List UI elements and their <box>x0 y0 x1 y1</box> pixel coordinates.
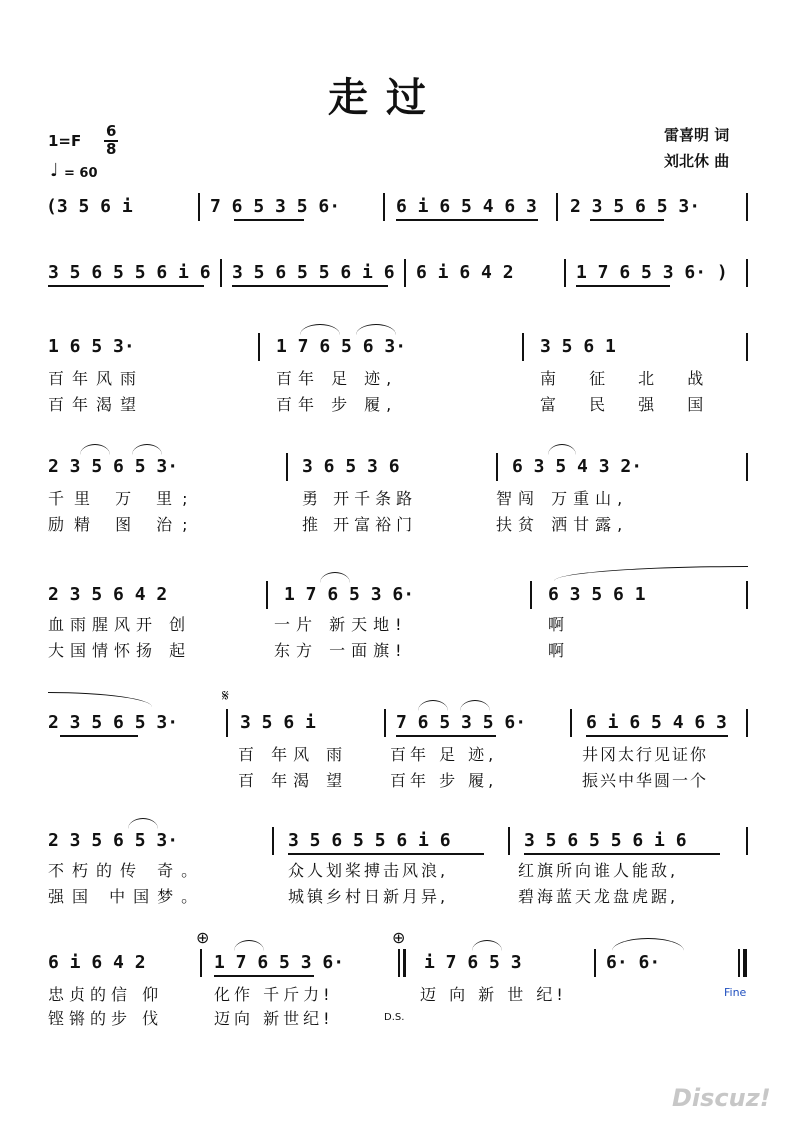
lyrics-verse-1: 血雨腥风开 创 <box>48 615 192 634</box>
barline <box>496 453 498 481</box>
measure-notes: 3 5 6 1 <box>540 336 616 357</box>
measure-notes: 3 5 6 5 5 6 i 6 <box>288 830 451 851</box>
slur <box>460 700 490 711</box>
barline <box>746 453 748 481</box>
underline-beam <box>524 853 720 855</box>
slur <box>80 444 110 455</box>
slur <box>300 324 340 335</box>
measure-notes: 6 i 6 4 2 <box>48 952 146 973</box>
slur <box>472 940 502 951</box>
measure-notes: 1 7 6 5 3 6· <box>214 952 345 973</box>
measure-notes: 3 5 6 i <box>240 712 316 733</box>
measure-notes: 3 5 6 5 5 6 i 6 <box>48 262 211 283</box>
underline-beam <box>396 219 538 221</box>
measure-notes: 1 7 6 5 3 6· <box>284 584 415 605</box>
time-signature-bottom: 8 <box>106 140 117 158</box>
lyrics-verse-2: 铿锵的步 伐 <box>48 1009 164 1028</box>
lyrics-verse-1: 啊 <box>548 615 565 634</box>
barline <box>570 709 572 737</box>
underline-beam <box>288 853 484 855</box>
lyrics-verse-1: 红旗所向谁人能敌, <box>518 861 679 880</box>
lyrics-verse-1: 井冈太行见证你 <box>582 745 709 764</box>
lyrics-verse-1: 一片 新天地! <box>274 615 408 634</box>
barline <box>746 259 748 287</box>
barline <box>383 193 385 221</box>
slur <box>554 566 748 581</box>
barline <box>384 709 386 737</box>
repeat-barline-thick <box>403 949 406 977</box>
lyrics-verse-1: 千里 万 里; <box>48 489 198 508</box>
barline <box>272 827 274 855</box>
barline <box>746 193 748 221</box>
lyrics-verse-2: 推 开富裕门 <box>302 515 418 534</box>
measure-notes: 2 3 5 6 5 3· <box>48 456 179 477</box>
lyrics-verse-1: 众人划桨搏击风浪, <box>288 861 449 880</box>
underline-beam <box>396 735 496 737</box>
slur <box>418 700 448 711</box>
slur <box>320 572 350 583</box>
measure-notes: 2 3 5 6 5 3· <box>570 196 701 217</box>
lyrics-verse-1: 百 年风 雨 <box>238 745 349 764</box>
lyrics-verse-2: 啊 <box>548 641 565 660</box>
barline <box>198 193 200 221</box>
lyrics-verse-1: 不朽的传 奇。 <box>48 861 206 880</box>
lyrics-verse-2: 城镇乡村日新月异, <box>288 887 449 906</box>
repeat-barline <box>398 949 400 977</box>
measure-notes: 1 7 6 5 3 6· ) <box>576 262 728 283</box>
lyrics-verse-2: 富 民 强 国 <box>540 395 718 414</box>
barline <box>258 333 260 361</box>
lyrics-verse-1: 智闯 万重山, <box>496 489 629 508</box>
lyrics-verse-2: 东方 一面旗! <box>274 641 408 660</box>
final-barline-thick <box>743 949 747 977</box>
measure-notes: 3 5 6 5 5 6 i 6 <box>524 830 687 851</box>
lyrics-verse-1: 百年 足 迹, <box>390 745 498 764</box>
measure-notes: 6 i 6 5 4 6 3 <box>396 196 537 217</box>
barline <box>746 581 748 609</box>
measure-notes: 2 3 5 6 4 2 <box>48 584 168 605</box>
underline-beam <box>576 285 670 287</box>
underline-beam <box>214 975 314 977</box>
underline-beam <box>586 735 728 737</box>
lyrics-verse-1: 南 征 北 战 <box>540 369 718 388</box>
barline <box>266 581 268 609</box>
measure-notes: 1 7 6 5 6 3· <box>276 336 407 357</box>
coda-icon: ⊕ <box>196 928 210 947</box>
barline <box>530 581 532 609</box>
lyrics-verse-2: 励精 图 治; <box>48 515 198 534</box>
lyrics-verse-1: 百年风雨 <box>48 369 145 388</box>
measure-notes: 7 6 5 3 5 6· <box>396 712 527 733</box>
slur <box>356 324 396 335</box>
barline <box>746 709 748 737</box>
lyrics-verse-2: 碧海蓝天龙盘虎踞, <box>518 887 679 906</box>
underline-beam <box>60 735 138 737</box>
measure-notes: 6 3 5 4 3 2· <box>512 456 643 477</box>
time-signature-top: 6 <box>106 122 117 140</box>
barline <box>286 453 288 481</box>
measure-notes: 6 i 6 4 2 <box>416 262 514 283</box>
lyrics-verse-1: 勇 开千条路 <box>302 489 418 508</box>
watermark: Discuz! <box>672 1084 771 1112</box>
lyrics-verse-2: 百年渴望 <box>48 395 145 414</box>
lyrics-verse-2: 振兴中华圆一个 <box>582 771 709 790</box>
slur <box>128 818 158 829</box>
measure-notes: 6· 6· <box>606 952 661 973</box>
barline <box>522 333 524 361</box>
composer-credit: 刘北休 曲 <box>664 152 730 170</box>
lyrics-verse-2: 扶贫 洒甘露, <box>496 515 629 534</box>
barline <box>746 333 748 361</box>
lyrics-verse-1: 忠贞的信 仰 <box>48 985 164 1004</box>
underline-beam <box>590 219 664 221</box>
slur <box>48 692 152 707</box>
barline <box>508 827 510 855</box>
barline <box>220 259 222 287</box>
barline <box>556 193 558 221</box>
measure-notes: 6 3 5 6 1 <box>548 584 646 605</box>
measure-notes: 1 6 5 3· <box>48 336 135 357</box>
lyrics-verse-2: 大国情怀扬 起 <box>48 641 192 660</box>
measure-notes: 3 6 5 3 6 <box>302 456 400 477</box>
segno-icon: 𝄋 <box>222 686 229 705</box>
coda-icon: ⊕ <box>392 928 406 947</box>
lyrics-verse-2: 强国 中国梦。 <box>48 887 206 906</box>
measure-notes: (3 5 6 i <box>46 196 133 217</box>
measure-notes: 7 6 5 3 5 6· <box>210 196 341 217</box>
barline <box>746 827 748 855</box>
lyrics-verse-2: 迈向 新世纪! <box>214 1009 334 1028</box>
lyrics-verse-1: 化作 千斤力! <box>214 985 334 1004</box>
barline <box>564 259 566 287</box>
quarter-note-icon: ♩ <box>50 160 59 181</box>
underline-beam <box>232 285 388 287</box>
measure-notes: 3 5 6 5 5 6 i 6 <box>232 262 395 283</box>
lyrics-verse-2: 百年 步 履, <box>276 395 398 414</box>
barline <box>200 949 202 977</box>
key-signature: 1=F <box>48 132 82 150</box>
lyricist-credit: 雷喜明 词 <box>664 126 730 144</box>
measure-notes: i 7 6 5 3 <box>424 952 522 973</box>
underline-beam <box>48 285 204 287</box>
slur <box>548 444 576 455</box>
barline <box>226 709 228 737</box>
fine-marking: Fine <box>724 986 747 999</box>
barline <box>404 259 406 287</box>
barline <box>594 949 596 977</box>
slur <box>132 444 162 455</box>
final-barline <box>738 949 740 977</box>
song-title: 走过 <box>328 75 444 121</box>
ds-marking: D.S. <box>384 1012 405 1023</box>
measure-notes: 2 3 5 6 5 3· <box>48 830 179 851</box>
measure-notes: 6 i 6 5 4 6 3 <box>586 712 727 733</box>
lyrics-verse-1: 迈 向 新 世 纪! <box>420 985 567 1004</box>
slur <box>234 940 264 951</box>
lyrics-verse-2: 百年 步 履, <box>390 771 498 790</box>
lyrics-verse-2: 百 年渴 望 <box>238 771 349 790</box>
underline-beam <box>234 219 304 221</box>
lyrics-verse-1: 百年 足 迹, <box>276 369 398 388</box>
tempo-marking: = 60 <box>64 166 98 181</box>
measure-notes: 2 3 5 6 5 3· <box>48 712 179 733</box>
slur <box>612 938 684 951</box>
